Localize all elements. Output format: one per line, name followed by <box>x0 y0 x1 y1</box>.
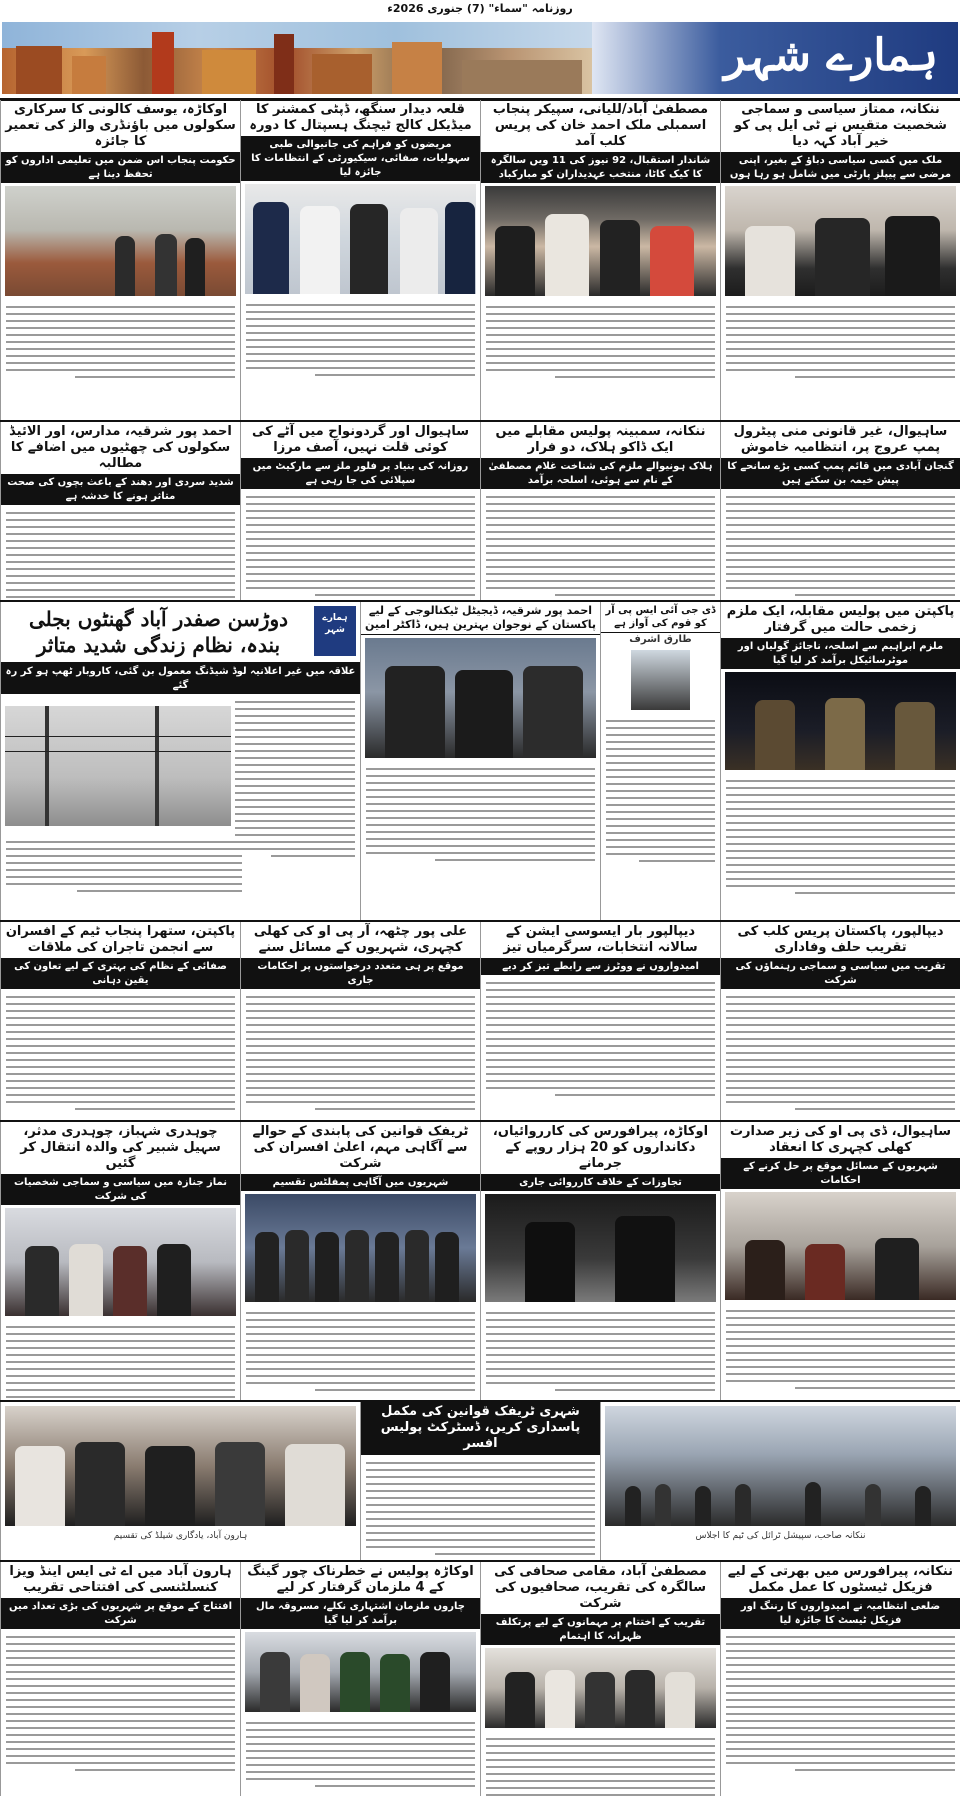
headline: علی پور چٹھہ، آر پی او کی کھلی کچہری، شہریوں کے مسائل سنے <box>241 922 480 959</box>
subheadline: شاندار استقبال، 92 نیوز کی 11 ویں سالگرہ کا کیک کاٹا، منتخب عہدیداران کو مبارکباد <box>481 153 720 183</box>
row-7 <box>0 1562 960 1796</box>
big-headline-box <box>1 602 360 664</box>
opinion-column[interactable] <box>600 602 720 920</box>
article-4-3[interactable] <box>240 922 480 1120</box>
subheadline: علاقہ میں غیر اعلانیہ لوڈ شیڈنگ معمول بن گئی، کاروبار ٹھپ ہو کر رہ گئے <box>1 664 360 694</box>
subheadline: ہلاک ہونیوالے ملزم کی شناخت غلام مصطفیٰ کے نام سے ہوئی، اسلحہ برآمد <box>481 459 720 489</box>
headline: ننکانہ، سمبینہ پولیس مقابلے میں ایک ڈاکو ہلاک، دو فرار <box>481 422 720 459</box>
news-photo <box>485 1648 716 1728</box>
headline: اوکاڑہ پولیس نے خطرناک چور گینگ کے 4 ملزمان گرفتار کر لیے <box>241 1562 480 1599</box>
news-photo <box>5 1208 236 1316</box>
subheadline: افتتاح کے موقع پر شہریوں کی بڑی تعداد میں شرکت <box>1 1599 240 1629</box>
subheadline: حکومت پنجاب اس ضمن میں تعلیمی اداروں کو تحفظ دینا ہے <box>1 153 240 183</box>
headline: ننکانہ، پیرافورس میں بھرتی کے لیے فزیکل ٹیسٹوں کا عمل مکمل <box>721 1562 960 1599</box>
news-photo <box>725 186 956 296</box>
article-body <box>721 773 960 901</box>
article-body <box>601 713 720 869</box>
row-2 <box>0 422 960 600</box>
article-body <box>481 975 720 1103</box>
article-body <box>1 299 240 385</box>
subheadline: تقریب کے اختتام پر مہمانوں کے لیے پرتکلف ظہرانہ کا اہتمام <box>481 1615 720 1645</box>
subheadline: روزانہ کی بنیاد پر فلور ملز سے مارکیٹ میں سپلائی کی جا رہی ہے <box>241 459 480 489</box>
article-3-2[interactable] <box>360 602 600 920</box>
article-2-4[interactable] <box>0 422 240 600</box>
city-landmarks-banner <box>2 22 592 94</box>
headline: دیپالپور، پاکستان پریس کلب کی تقریب حلف وفاداری <box>721 922 960 959</box>
news-photo <box>605 1406 956 1526</box>
subheadline: صفائی کے نظام کی بہتری کے لیے تعاون کی یقین دہانی <box>1 959 240 989</box>
headline: مصطفیٰ آباد/للیانی، سپیکر پنجاب اسمبلی ملک احمد خان کی پریس کلب آمد <box>481 100 720 153</box>
article-body <box>230 694 360 864</box>
section-stamp: ہمارے شہر <box>314 606 356 656</box>
news-photo <box>365 638 596 758</box>
news-photo <box>245 1194 476 1302</box>
article-body <box>721 1629 960 1778</box>
subheadline: امیدواروں نے ووٹرز سے رابطے تیز کر دیے <box>481 959 720 975</box>
subheadline: موقع پر ہی متعدد درخواستوں پر احکامات جاری <box>241 959 480 989</box>
subheadline: ملک میں کسی سیاسی دباؤ کے بغیر، اپنی مرضی سے پیپلز پارٹی میں شامل ہو رہا ہوں <box>721 153 960 183</box>
article-body <box>721 1303 960 1396</box>
article-body <box>481 1731 720 1796</box>
subheadline: نماز جنازہ میں سیاسی و سماجی شخصیات کی شرکت <box>1 1175 240 1205</box>
headline: شہری ٹریفک قوانین کی مکمل پاسداری کریں، ڈسٹرکٹ پولیس افسر <box>361 1402 600 1455</box>
article-5-1[interactable] <box>720 1122 960 1400</box>
byline: طارق اشرف <box>629 634 692 645</box>
article-6-2[interactable] <box>360 1402 600 1560</box>
subheadline: شہریوں کے مسائل موقع پر حل کرنے کے احکامات <box>721 1159 960 1189</box>
article-body <box>1 989 240 1117</box>
section-title-box <box>592 22 958 94</box>
headline: اوکاڑہ، پیرافورس کی کارروائیاں، دکانداروں کو 20 ہزار روپے کے جرمانے <box>481 1122 720 1175</box>
row-4 <box>0 922 960 1120</box>
article-body <box>721 489 960 600</box>
photo-story-1[interactable] <box>600 1402 960 1560</box>
article-1-1[interactable] <box>720 100 960 420</box>
subheadline: تقریب میں سیاسی و سماجی رہنماؤں کی شرکت <box>721 959 960 989</box>
row-6 <box>0 1402 960 1560</box>
news-photo-collage <box>5 1406 356 1526</box>
article-7-3[interactable] <box>240 1562 480 1796</box>
article-body <box>481 489 720 600</box>
headline: ڈی جی آئی ایس پی آر کو قوم کی آواز ہے <box>601 602 720 633</box>
article-body <box>721 989 960 1117</box>
headline: دوڑسن صفدر آباد گھنٹوں بجلی بندہ، نظام زندگی شدید متاثر <box>28 607 289 657</box>
news-photo <box>485 1194 716 1302</box>
subheadline: شدید سردی اور دھند کے باعث بچوں کی صحت متاثر ہونے کا خدشہ ہے <box>1 475 240 505</box>
article-3-3[interactable] <box>0 602 360 920</box>
photo-caption: ہارون آباد، یادگاری شیلڈ کی تقسیم <box>113 1531 248 1541</box>
article-7-4[interactable] <box>0 1562 240 1796</box>
headline: احمد پور شرقیہ، ڈیجیٹل ٹیکنالوجی کے لیے پاکستان کے نوجوان بہترین ہیں، ڈاکٹر امین <box>361 602 600 635</box>
news-photo <box>245 1632 476 1712</box>
row-5 <box>0 1122 960 1400</box>
article-body <box>721 299 960 385</box>
article-body <box>361 1455 600 1560</box>
article-body <box>241 989 480 1117</box>
author-photo <box>631 650 690 710</box>
article-1-2[interactable] <box>480 100 720 420</box>
article-2-2[interactable] <box>480 422 720 600</box>
article-7-1[interactable] <box>720 1562 960 1796</box>
article-body <box>481 299 720 385</box>
photo-caption: ننکانہ صاحب، سپیشل ٹرائل کی ٹیم کا اجلاس <box>695 1531 866 1541</box>
article-body <box>241 1715 480 1794</box>
news-photo <box>725 672 956 770</box>
subheadline: ملزم ابراہیم سے اسلحہ، ناجائز گولیاں اور موٹرسائیکل برآمد کر لیا گیا <box>721 639 960 669</box>
article-4-1[interactable] <box>720 922 960 1120</box>
date-line: روزنامہ "سماء" (7) جنوری 2026ء <box>387 2 573 15</box>
section-title: ہمارے شہر <box>724 30 938 81</box>
news-photo <box>5 186 236 296</box>
news-photo <box>245 184 476 294</box>
headline: پاکپتن میں پولیس مقابلہ، ایک ملزم زخمی حالت میں گرفتار <box>721 602 960 639</box>
article-body <box>241 489 480 600</box>
row-1 <box>0 100 960 420</box>
headline: ہارون آباد میں اے ٹی ایس اینڈ ویزا کنسلٹنسی کی افتتاحی تقریب <box>1 1562 240 1599</box>
article-1-3[interactable] <box>240 100 480 420</box>
subheadline: چاروں ملزمان اشتہاری نکلے، مسروقہ مال برآمد کر لیا گیا <box>241 1599 480 1629</box>
headline: چوہدری شہباز، چوہدری مدثر، سہیل شبیر کی والدہ انتقال کر گئیں <box>1 1122 240 1175</box>
article-1-4[interactable] <box>0 100 240 420</box>
article-body <box>241 297 480 383</box>
row-3 <box>0 602 960 920</box>
article-2-1[interactable] <box>720 422 960 600</box>
subheadline: تجاوزات کے خلاف کارروائی جاری <box>481 1175 720 1191</box>
news-photo <box>485 186 716 296</box>
article-body <box>1 1629 240 1778</box>
subheadline: مریضوں کو فراہم کی جانیوالی طبی سہولیات، صفائی، سیکیورٹی کے انتظامات کا جائزہ لیا <box>241 137 480 181</box>
article-body <box>1 505 240 600</box>
power-lines-photo <box>5 706 231 826</box>
article-5-4[interactable] <box>0 1122 240 1400</box>
headline: پاکپتن، ستھرا پنجاب ٹیم کے افسران سے انجمن تاجران کی ملاقات <box>1 922 240 959</box>
article-4-2[interactable] <box>480 922 720 1120</box>
article-body <box>361 761 600 868</box>
headline: ساہیوال اور گردونواح میں آٹے کی کوئی قلت نہیں، آصف مرزا <box>241 422 480 459</box>
article-2-3[interactable] <box>240 422 480 600</box>
headline: ٹریفک قوانین کی پابندی کے حوالے سے آگاہی مہم، اعلیٰ افسران کی شرکت <box>241 1122 480 1175</box>
article-3-1[interactable] <box>720 602 960 920</box>
article-body <box>241 1305 480 1398</box>
article-body-lower <box>1 834 247 899</box>
masthead <box>0 18 960 101</box>
article-5-3[interactable] <box>240 1122 480 1400</box>
headline: ساہیوال، ڈی پی او کی زیر صدارت کھلی کچہری کا انعقاد <box>721 1122 960 1159</box>
headline: ساہیوال، غیر قانونی منی پیٹرول پمپ عروج پر، انتظامیہ خاموش <box>721 422 960 459</box>
article-7-2[interactable] <box>480 1562 720 1796</box>
headline: دیپالپور بار ایسوسی ایشن کے سالانہ انتخابات، سرگرمیاں تیز <box>481 922 720 959</box>
article-4-4[interactable] <box>0 922 240 1120</box>
headline: ننکانہ، ممتاز سیاسی و سماجی شخصیت متقیس نے ٹی ایل پی کو خیر آباد کہہ دیا <box>721 100 960 153</box>
news-photo <box>725 1192 956 1300</box>
subheadline: شہریوں میں آگاہی پمفلٹس تقسیم <box>241 1175 480 1191</box>
headline: اوکاڑہ، یوسف کالونی کا سرکاری سکولوں میں باؤنڈری والز کی تعمیر کا جائزہ <box>1 100 240 153</box>
headline: مصطفیٰ آباد، مقامی صحافی کی سالگرہ کی تقریب، صحافیوں کی شرکت <box>481 1562 720 1615</box>
subheadline: ضلعی انتظامیہ نے امیدواروں کا رننگ اور فزیکل ٹیسٹ کا جائزہ لیا <box>721 1599 960 1629</box>
article-body <box>1 1319 240 1400</box>
subheadline: گنجان آبادی میں قائم پمپ کسی بڑے سانحے کا پیش خیمہ بن سکتے ہیں <box>721 459 960 489</box>
article-body <box>481 1305 720 1398</box>
article-5-2[interactable] <box>480 1122 720 1400</box>
photo-story-2[interactable] <box>0 1402 360 1560</box>
headline: قلعہ دیدار سنگھ، ڈپٹی کمشنر کا میڈیکل کالج ٹیچنگ ہسپتال کا دورہ <box>241 100 480 137</box>
headline: احمد پور شرقیہ، مدارس، اور الائیڈ سکولوں کی چھٹیوں میں اضافے کا مطالبہ <box>1 422 240 475</box>
